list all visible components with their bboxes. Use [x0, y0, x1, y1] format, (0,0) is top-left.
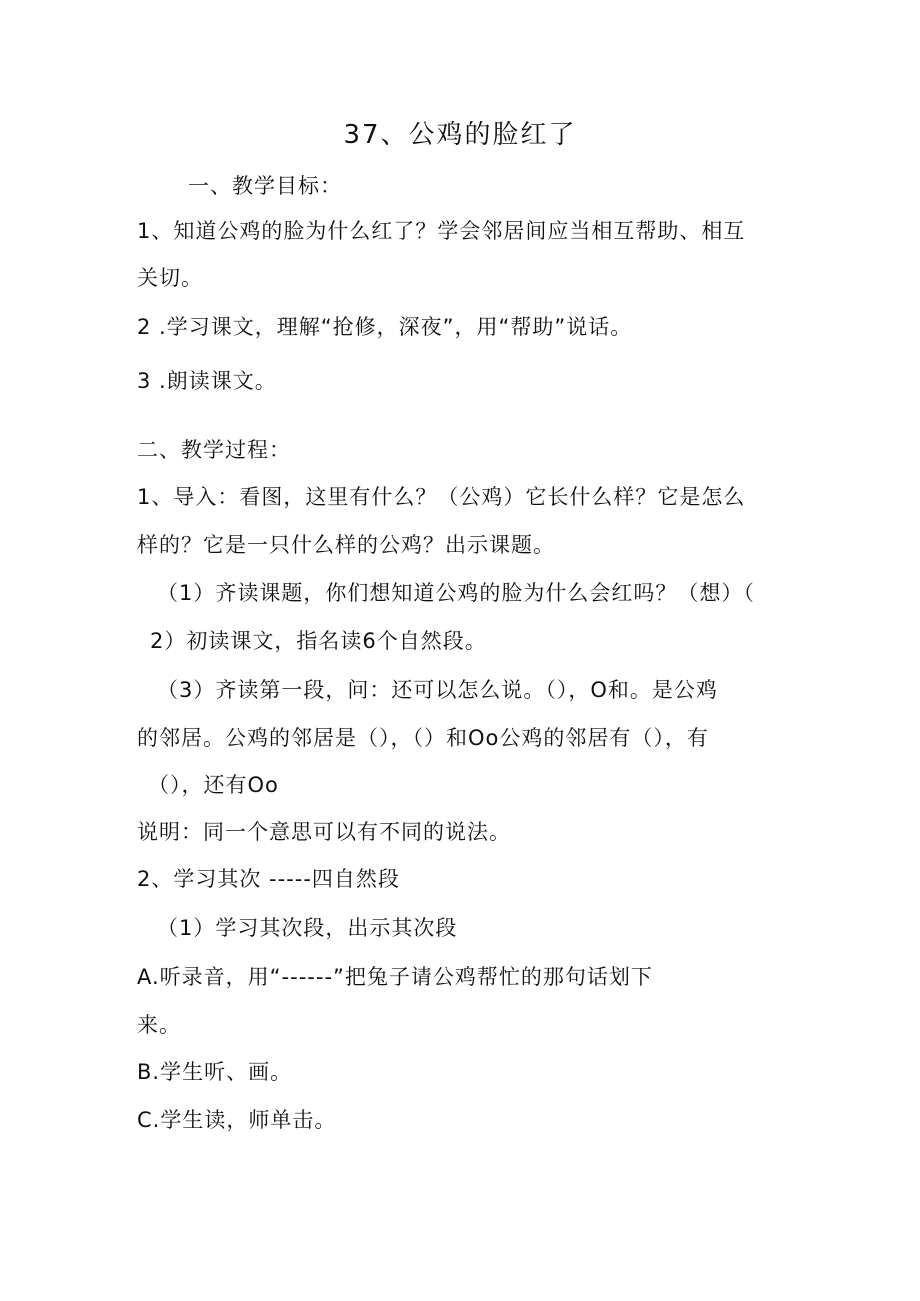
paragraph-line: 2、学习其次 -----四自然段	[137, 867, 400, 891]
paragraph-line: 1、导入：看图，这里有什么？（公鸡）它长什么样？它是怎么	[137, 485, 746, 509]
paragraph-line: 关切。	[137, 266, 203, 290]
paragraph-line: 2）初读课文，指名读6个自然段。	[150, 629, 487, 653]
section-heading-objectives: 一、教学目标：	[188, 174, 342, 198]
paragraph-line: （1）学习其次段，出示其次段	[157, 916, 458, 940]
paragraph-line: （1）齐读课题，你们想知道公鸡的脸为什么会红吗？（想）（	[157, 581, 755, 605]
paragraph-line: 的邻居。公鸡的邻居是（），（）和Oo公鸡的邻居有（），有	[137, 726, 709, 750]
paragraph-line: C.学生读，师单击。	[137, 1108, 337, 1132]
paragraph-line: （3）齐读第一段，问：还可以怎么说。（），O和。是公鸡	[157, 678, 718, 702]
paragraph-line: B.学生听、画。	[137, 1060, 293, 1084]
paragraph-line: 3 .朗读课文。	[137, 369, 277, 393]
paragraph-line: A.听录音，用“------”把兔子请公鸡帮忙的那句话划下	[137, 965, 653, 989]
paragraph-line: 样的？它是一只什么样的公鸡？出示课题。	[137, 533, 555, 557]
paragraph-line: 1、知道公鸡的脸为什么红了？学会邻居间应当相互帮助、相互	[137, 219, 746, 243]
page-title: 37、公鸡的脸红了	[343, 120, 577, 150]
section-heading-process: 二、教学过程：	[137, 438, 291, 462]
paragraph-line: 说明：同一个意思可以有不同的说法。	[137, 820, 511, 844]
paragraph-line: 2 .学习课文，理解“抢修，深夜”，用“帮助”说话。	[137, 315, 633, 339]
paragraph-line: （），还有Oo	[148, 773, 279, 797]
paragraph-line: 来。	[137, 1013, 181, 1037]
